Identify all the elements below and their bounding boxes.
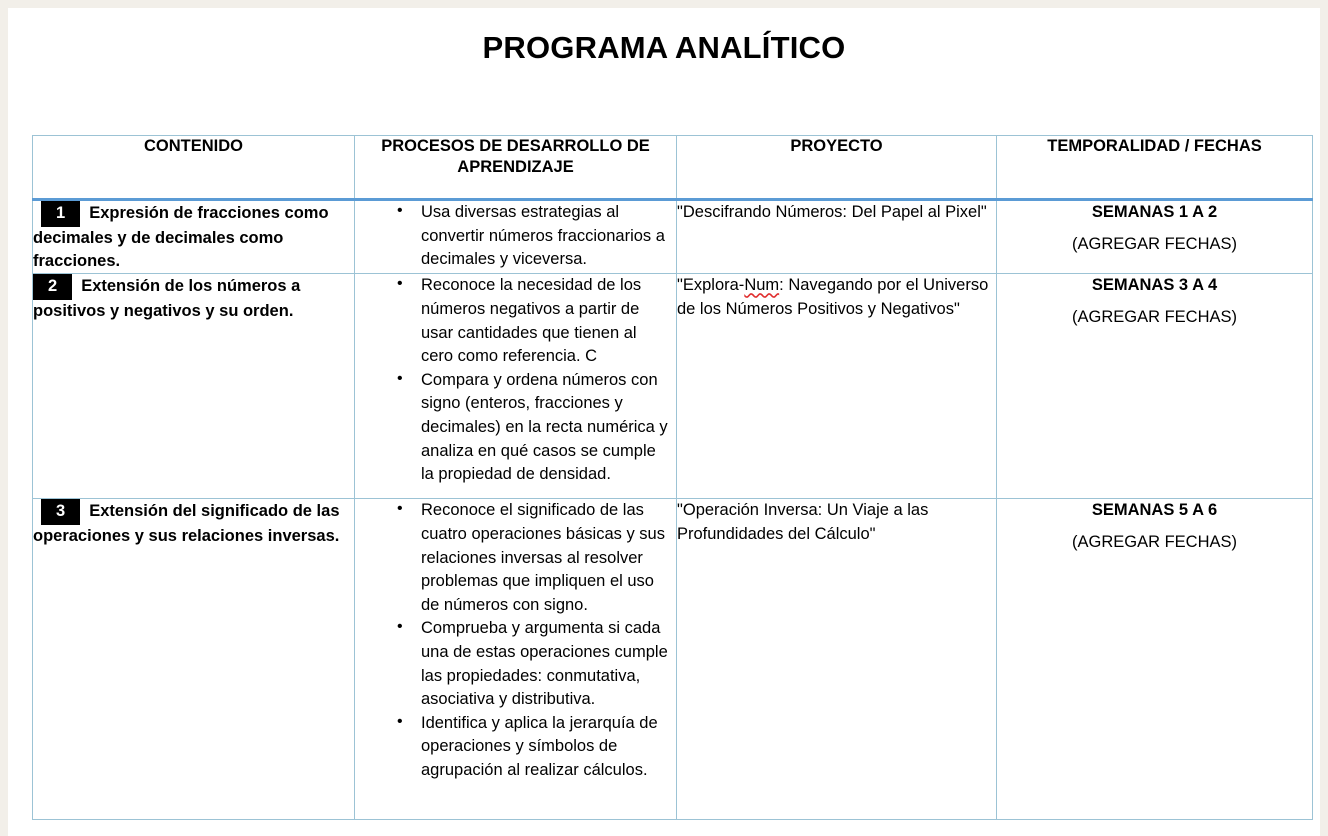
- procesos-cell: [355, 200, 677, 274]
- procesos-cell: [355, 274, 677, 499]
- page-title: PROGRAMA ANALÍTICO: [482, 30, 846, 65]
- table-row: [33, 200, 1313, 274]
- fechas-placeholder: (AGREGAR FECHAS): [1071, 533, 1238, 552]
- list-item: • Comprueba y argumenta si cada una de estas operaciones cumple las propiedades: conmutativa, asociativa y distributiva.: [421, 617, 676, 711]
- proyecto-text-start: "Operación Inversa: Un Viaje a las Profundidades del Cálculo": [677, 501, 929, 543]
- proyecto-cell: [677, 499, 997, 820]
- semanas-label: SEMANAS 5 A 6: [1091, 501, 1218, 520]
- spellcheck-flagged-word: Num: [744, 276, 780, 295]
- contenido-label: Expresión de fracciones como decimales y de decimales como fracciones.: [33, 204, 329, 270]
- table-row: [33, 274, 1313, 499]
- proyecto-text-start: "Explora-: [677, 276, 745, 295]
- proyecto-text-start: "Descifrando Números: Del Papel al Pixel": [677, 203, 987, 221]
- semanas-label: SEMANAS 1 A 2: [1091, 203, 1218, 221]
- column-header-contenido: CONTENIDO: [33, 136, 355, 200]
- table-header-row: [33, 136, 1313, 200]
- temporalidad-cell: [997, 200, 1313, 274]
- column-header-procesos: PROCESOS DE DESARROLLO DE APRENDIZAJE: [355, 136, 677, 200]
- proyecto-cell: [677, 274, 997, 499]
- programa-analitico-table: [32, 135, 1313, 820]
- list-item: • Compara y ordena números con signo (enteros, fracciones y decimales) en la recta numérica y analiza en qué casos se cumple la propiedad de densidad.: [421, 369, 676, 487]
- contenido-label: Extensión de los números a positivos y negativos y su orden.: [33, 277, 301, 320]
- proyecto-text: [677, 499, 996, 546]
- semanas-label: SEMANAS 3 A 4: [1091, 276, 1218, 295]
- column-header-temporalidad: TEMPORALIDAD / FECHAS: [997, 136, 1313, 200]
- proyecto-text: [677, 274, 996, 321]
- list-item: • Reconoce la necesidad de los números negativos a partir de usar cantidades que tienen al cero como referencia. C: [421, 274, 676, 368]
- content-number-badge: 3: [41, 499, 80, 525]
- proyecto-text-end: : Navegando por el Universo de los Números Positivos y Negativos": [677, 276, 989, 318]
- document-page: [8, 8, 1320, 836]
- proyecto-text: [677, 201, 996, 225]
- list-item: • Reconoce el significado de las cuatro operaciones básicas y sus relaciones inversas al resolver problemas que impliquen el uso de números con signo.: [421, 499, 676, 617]
- procesos-bullet-list: [355, 274, 676, 486]
- contenido-text: [33, 274, 354, 323]
- list-item: • Usa diversas estrategias al convertir números fraccionarios a decimales y viceversa.: [421, 201, 676, 272]
- temporalidad-cell: [997, 499, 1313, 820]
- contenido-text: [33, 201, 354, 273]
- contenido-text: [33, 499, 354, 548]
- fechas-placeholder: (AGREGAR FECHAS): [1071, 235, 1238, 254]
- procesos-bullet-list: [355, 499, 676, 782]
- fechas-placeholder: (AGREGAR FECHAS): [1071, 308, 1238, 327]
- page-content-area: [24, 8, 1320, 836]
- contenido-cell: [33, 499, 355, 820]
- contenido-label: Extensión del significado de las operaciones y sus relaciones inversas.: [33, 502, 340, 545]
- content-number-badge: 1: [41, 201, 80, 227]
- list-item: • Identifica y aplica la jerarquía de operaciones y símbolos de agrupación al realizar cálculos.: [421, 712, 676, 783]
- content-number-badge: 2: [33, 274, 72, 300]
- procesos-cell: [355, 499, 677, 820]
- proyecto-cell: [677, 200, 997, 274]
- contenido-cell: [33, 200, 355, 274]
- column-header-proyecto: PROYECTO: [677, 136, 997, 200]
- contenido-cell: [33, 274, 355, 499]
- table-body: [33, 200, 1313, 820]
- table-row: [33, 499, 1313, 820]
- procesos-bullet-list: [355, 201, 676, 272]
- temporalidad-cell: [997, 274, 1313, 499]
